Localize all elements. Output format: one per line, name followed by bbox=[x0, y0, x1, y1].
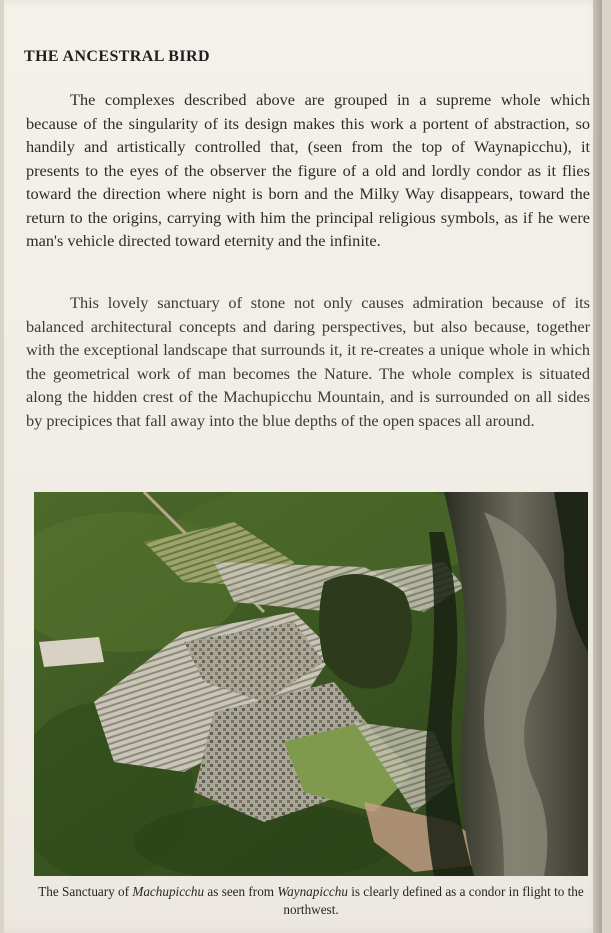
page-edge bbox=[593, 0, 602, 933]
caption-place-machupicchu: Machupicchu bbox=[132, 884, 205, 899]
paragraph-sanctuary-landscape: This lovely sanctuary of stone not only causes admiration because of its balanced architectural concepts and daring perspectives, but also because, together with the exceptional landscape that surrounds it, it re-creates a unique whole in which the geometrical work of man becomes the Nature. The whole complex is situated along the hidden crest of the Machupicchu Mountain, and is surrounded on all sides by precipices that fall away into the blue depths of the open spaces all around. bbox=[26, 293, 590, 430]
photo-illustration bbox=[34, 492, 588, 876]
machupicchu-aerial-photo bbox=[34, 492, 588, 876]
caption-text-2: as seen from bbox=[204, 884, 278, 899]
caption-place-waynapicchu: Waynapicchu bbox=[277, 884, 348, 899]
paragraph-condor-figure: The complexes described above are grouped in a supreme whole which because of the singularity of its design makes this work a portent of abstraction, so handily and artistically controlled that, (seen from the top of Waynapicchu), it presents to the eyes of the observer the figure of a old and lordly condor as it flies toward the direction where night is born and the Milky Way disappears, toward the return to the origins, carrying with him the principal religious symbols, as if he were man's vehicle directed toward eternity and the infinite. bbox=[26, 90, 590, 250]
caption-text-1: The Sanctuary of bbox=[38, 884, 133, 899]
section-heading: THE ANCESTRAL BIRD bbox=[24, 48, 210, 65]
book-page bbox=[4, 0, 602, 933]
photo-caption bbox=[34, 883, 588, 919]
caption-text-3: is clearly defined as a condor in flight to the northwest. bbox=[283, 884, 584, 917]
